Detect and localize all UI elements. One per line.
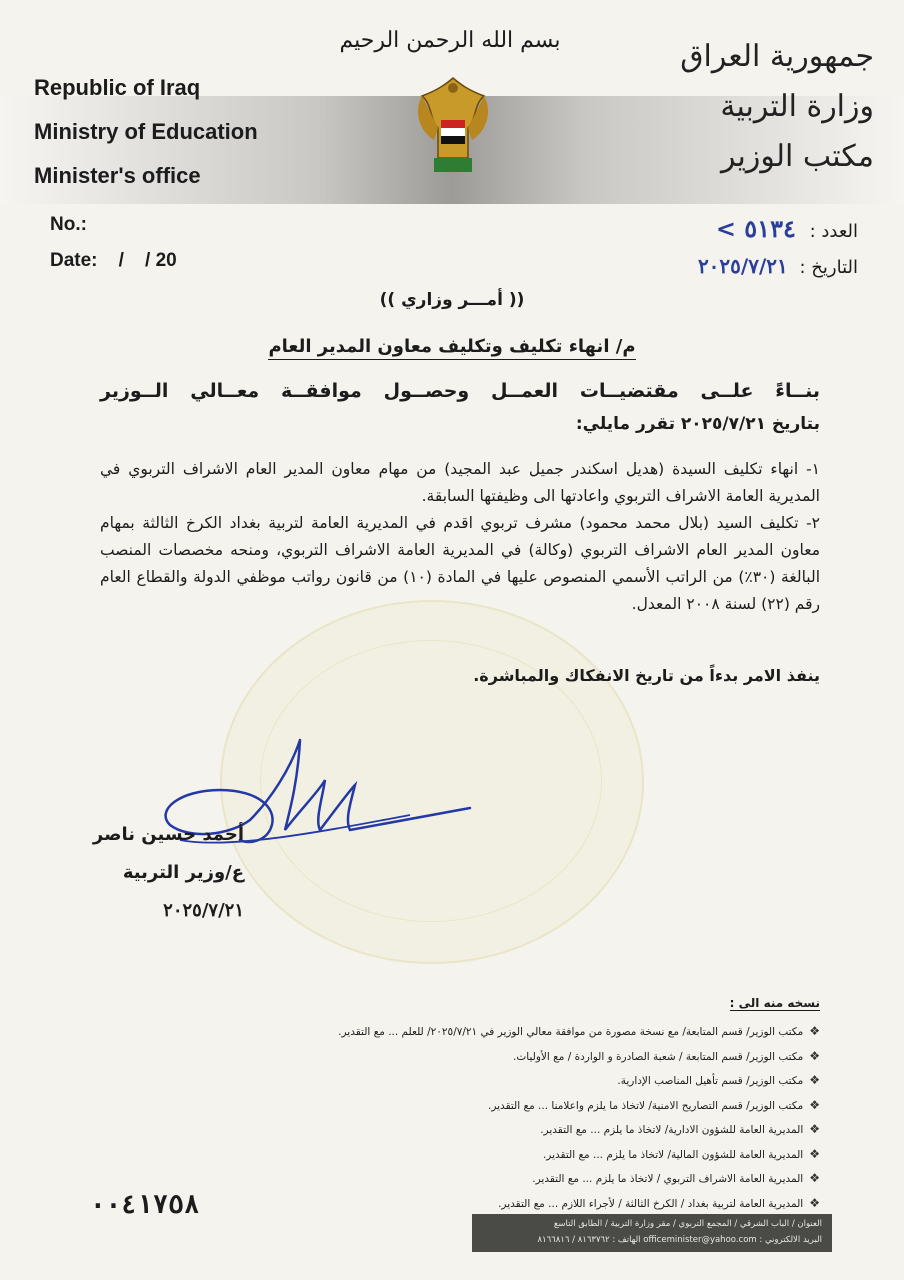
bullet-icon: ❖ <box>809 1048 820 1063</box>
footer-address: العنوان / الباب الشرقي / المجمع التربوي / مقر وزارة التربية / الطابق التاسع <box>553 1219 822 1229</box>
arabic-letterhead <box>680 32 874 182</box>
bullet-icon: ❖ <box>809 1195 820 1210</box>
number-label: No.: <box>50 214 87 235</box>
list-item: ❖المديرية العامة الاشراف التربوي / لاتخاذ ما يلزم ... مع التقدير. <box>532 1171 820 1185</box>
ar-date-value: ٢٠٢٥/٧/٢١ <box>697 254 788 278</box>
bullet-icon: ❖ <box>809 1073 820 1087</box>
en-ministry: Ministry of Education <box>34 119 258 144</box>
order-title: (( أمـــر وزاري )) <box>379 290 525 310</box>
ar-date-label: التاريخ : <box>799 257 858 278</box>
date-label: Date: / / 20 <box>50 250 177 271</box>
list-item: ❖المديرية العامة للشؤون الادارية/ لاتخاذ ما يلزم ... مع التقدير. <box>540 1122 820 1136</box>
footer-email-phone: البريد الالكتروني : officeminister@yahoo.com الهاتف : ٨١٦٣٧٦٢ / ٨١٦٦٨١٦ <box>537 1235 822 1245</box>
signatory-title: ع/وزير التربية <box>122 862 244 883</box>
bullet-icon: ❖ <box>809 1024 820 1038</box>
basmala: بسم الله الرحمن الرحيم <box>339 28 561 53</box>
copies-heading: نسخه منه الى : <box>729 996 820 1010</box>
en-country: Republic of Iraq <box>34 75 201 100</box>
signature-icon <box>150 730 480 870</box>
bullet-icon: ❖ <box>809 1097 820 1112</box>
english-letterhead <box>34 66 258 198</box>
list-item: ❖مكتب الوزير/ قسم تأهيل المناصب الإدارية. <box>617 1073 820 1087</box>
copies-list <box>180 1020 820 1216</box>
list-item: ❖مكتب الوزير/ قسم التصاريح الامنية/ لاتخاذ ما يلزم واعلامنا ... مع التقدير. <box>488 1097 820 1112</box>
intro-line-1: بنــاءً علــى مقتضيــات العمــل وحصــول موافقــة معــالي الــوزير <box>100 380 820 402</box>
signature-date: ٢٠٢٥/٧/٢١ <box>163 900 244 921</box>
arabic-reference-number <box>716 214 858 243</box>
signatory-name: أحمد حسين ناصر <box>92 824 244 845</box>
intro-line-2: بتاريخ ٢٠٢٥/٧/٢١ تقرر مايلي: <box>575 414 820 434</box>
list-item: ❖المديرية العامة للشؤون المالية/ لاتخاذ ما يلزم ... مع التقدير. <box>542 1146 820 1161</box>
serial-number: ٠٠٤١٧٥٨ <box>90 1190 200 1220</box>
footer-contact <box>472 1214 832 1252</box>
bullet-icon: ❖ <box>809 1171 820 1185</box>
subject-text: م/ انهاء تكليف وتكليف معاون المدير العام <box>268 336 635 360</box>
eagle-emblem-icon <box>408 70 498 190</box>
bullet-icon: ❖ <box>809 1122 820 1136</box>
arabic-reference-date <box>698 254 858 278</box>
subject-line <box>0 336 904 357</box>
ar-country: جمهورية العراق <box>680 39 874 74</box>
order-item-1: ١- انهاء تكليف السيدة (هديل اسكندر جميل عبد المجيد) من مهام معاون المدير العام الاشراف التربوي في المديرية العامة الاشراف التربوي واعادتها الى وظيفتها السابقة. <box>100 460 820 505</box>
order-item-2: ٢- تكليف السيد (بلال محمد محمود) مشرف تربوي اقدم في المديرية العامة لتربية بغداد الكرخ الثالثة بمهام معاون المدير العام الاشراف التربوي (وكالة) في المديرية العامة الاشراف التربوي، ومنحه مخصصات المنصب البالغة (٣٠٪) من الراتب الأسمي المنصوص عليها في المادة (١٠) من قانون رواتب موظفي الدولة والقطاع العام رقم (٢٢) لسنة ٢٠٠٨ المعدل. <box>100 514 820 613</box>
en-office: Minister's office <box>34 163 201 188</box>
ar-number-value: ٥١٣٤ > <box>715 214 796 243</box>
ar-office: مكتب الوزير <box>720 139 874 174</box>
list-item: ❖المديرية العامة لتربية بغداد / الكرخ الثالثة / لأجراء اللازم ... مع التقدير. <box>498 1195 820 1210</box>
list-item: ❖مكتب الوزير/ قسم المتابعة / شعبة الصادرة و الواردة / مع الأوليات. <box>513 1048 820 1063</box>
bullet-icon: ❖ <box>809 1146 820 1161</box>
ar-number-label: العدد : <box>809 221 858 242</box>
ar-ministry: وزارة التربية <box>720 89 874 124</box>
execution-clause: ينفذ الامر بدءاً من تاريخ الانفكاك والمباشرة. <box>473 666 820 685</box>
list-item: ❖مكتب الوزير/ قسم المتابعة/ مع نسخة مصورة من موافقة معالي الوزير في ٢٠٢٥/٧/٢١/ للعلم ... مع التقدير. <box>338 1024 820 1038</box>
